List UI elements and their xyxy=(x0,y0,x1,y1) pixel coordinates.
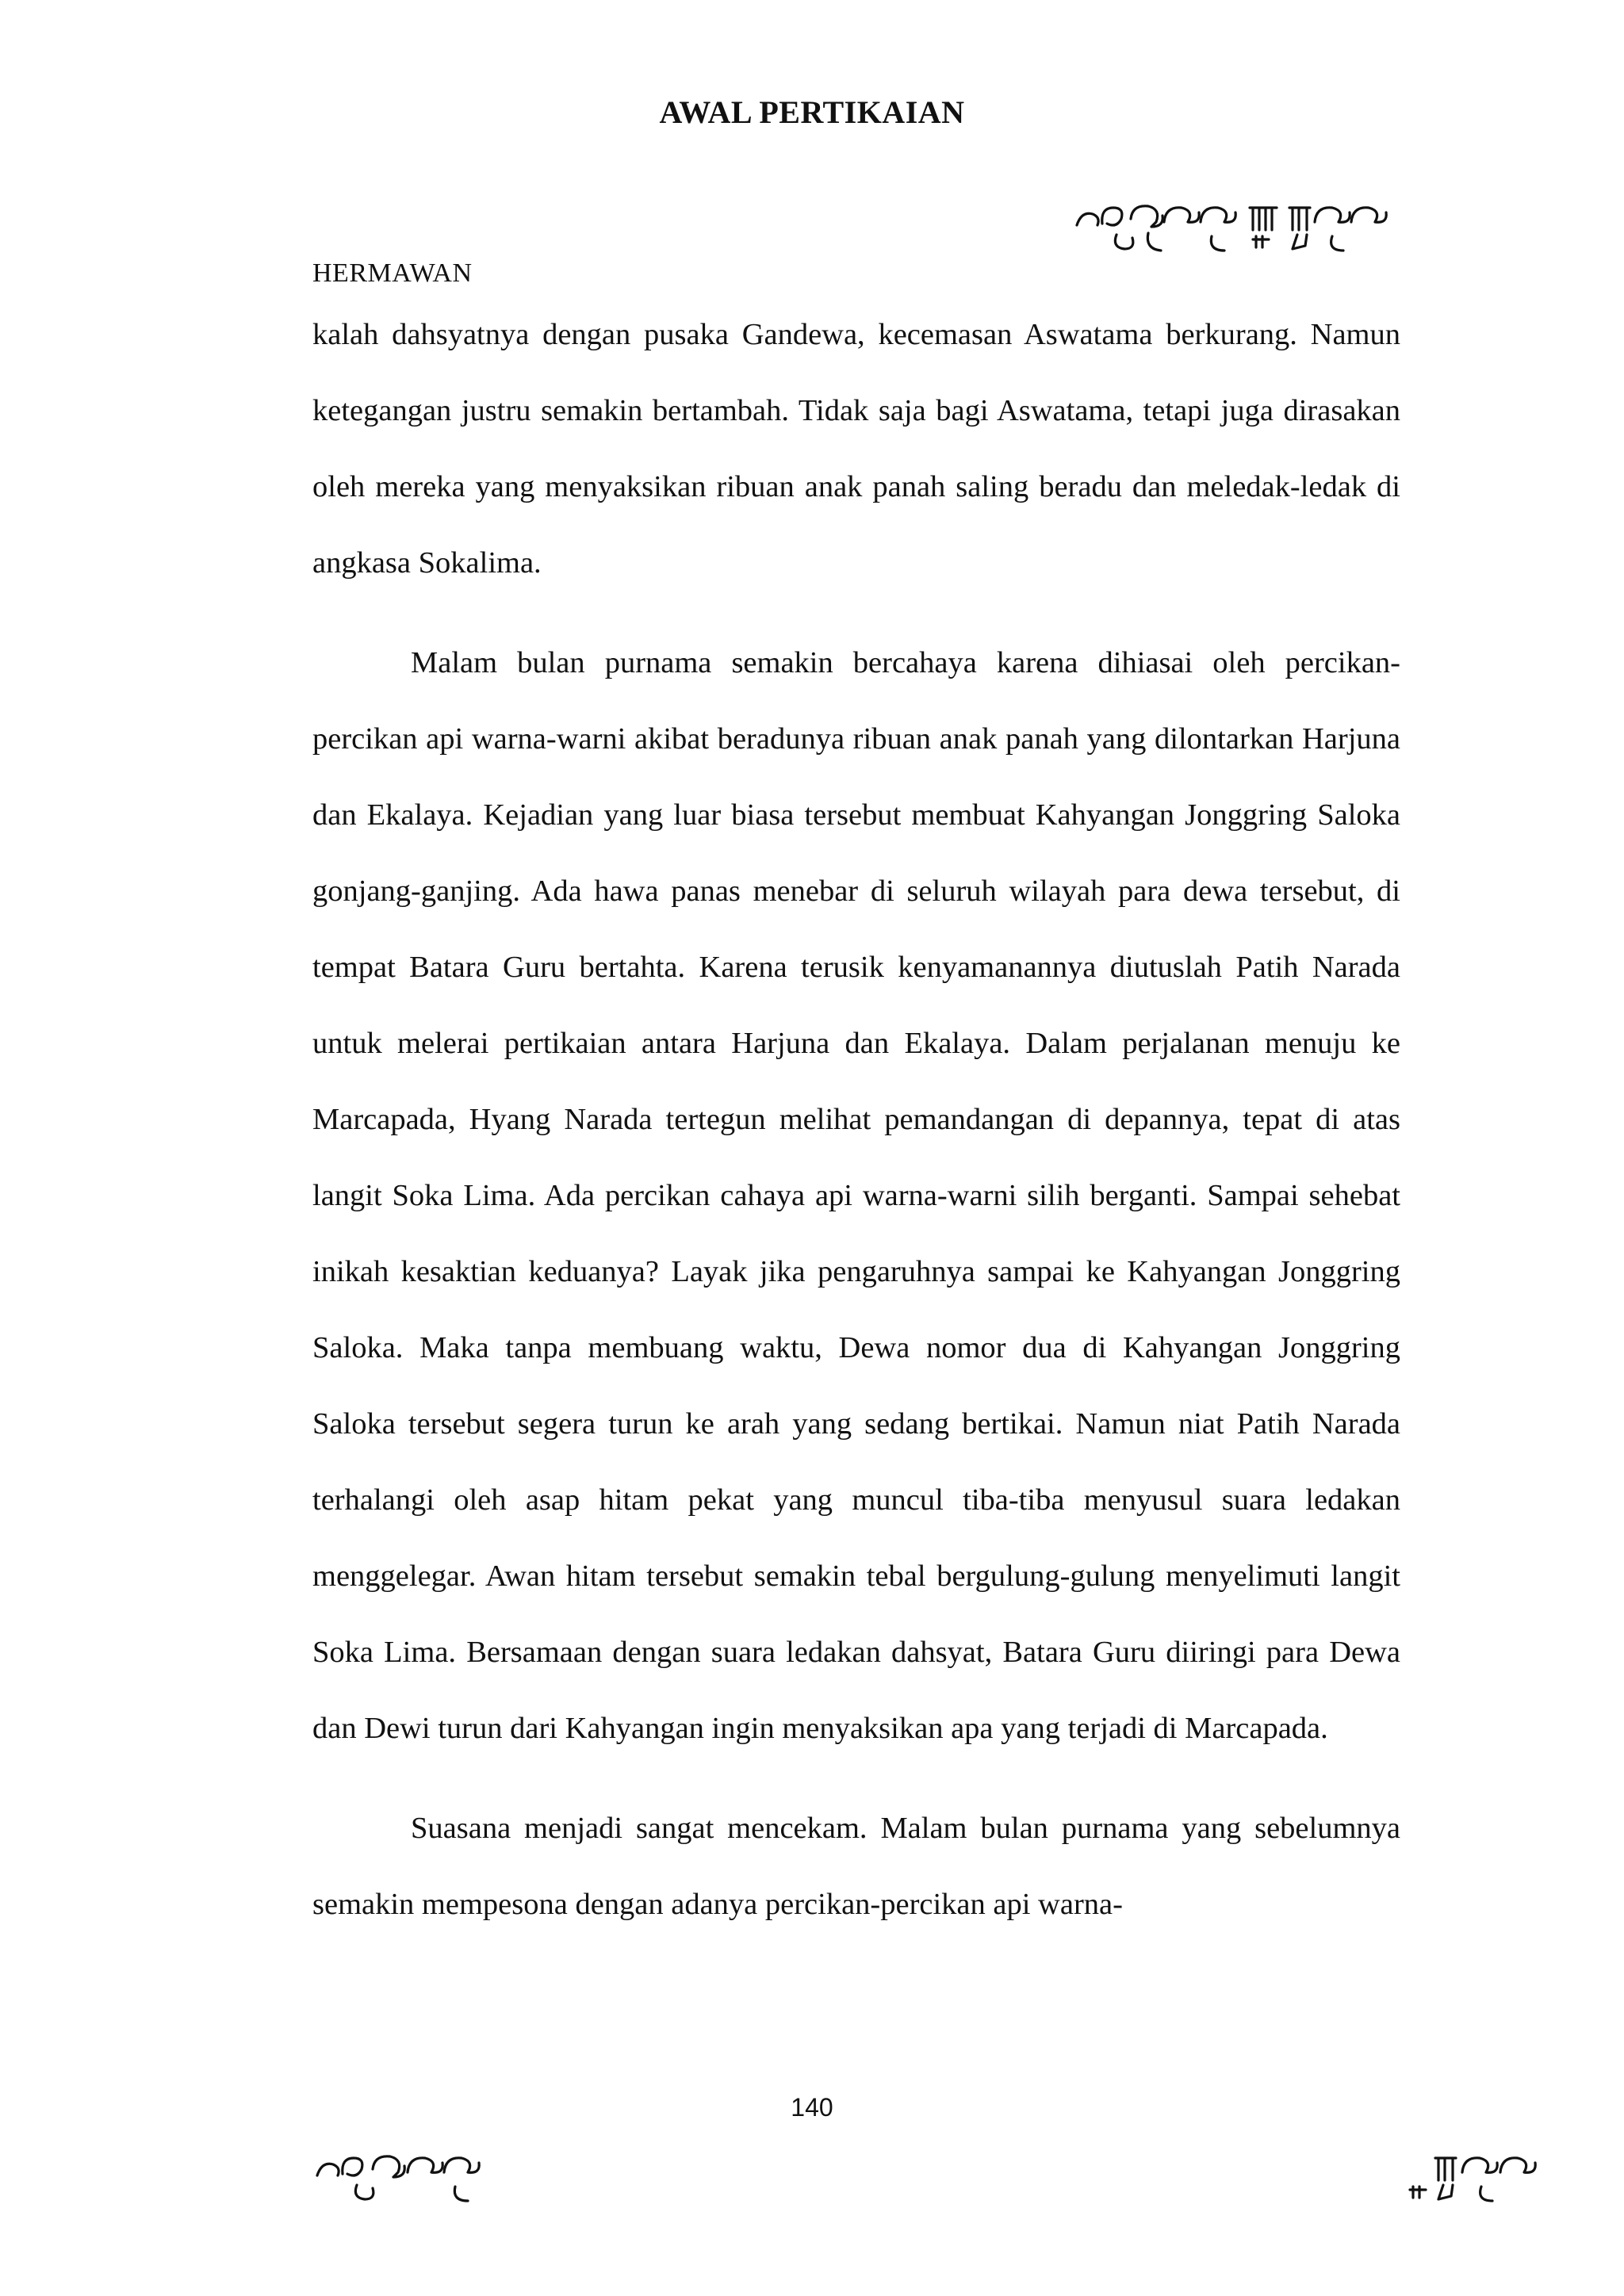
paragraph: Suasana menjadi sangat mencekam. Malam bulan purnama yang sebelumnya semakin mempesona dengan adanya percikan-percikan api warna- xyxy=(312,1812,1400,1921)
javanese-script-footer-left xyxy=(312,2137,495,2209)
javanese-script-header xyxy=(1069,187,1402,258)
javanese-script-footer-right xyxy=(1397,2137,1556,2209)
page-title: AWAL PERTIKAIAN xyxy=(659,94,965,130)
paragraph: kalah dahsyatnya dengan pusaka Gandewa, kecemasan Aswatama berkurang. Namun ketegangan justru semakin bertambah. Tidak saja bagi Aswatama, tetapi juga dirasakan oleh mereka yang menyaksikan ribuan anak panah saling beradu dan meledak-ledak di angkasa Sokalima. xyxy=(312,318,1400,580)
paragraph: Malam bulan purnama semakin bercahaya karena dihiasai oleh percikan-percikan api warna-warni akibat beradunya ribuan anak panah yang dilontarkan Harjuna dan Ekalaya. Kejadian yang luar biasa tersebut membuat Kahyangan Jonggring Saloka gonjang-ganjing. Ada hawa panas menebar di seluruh wilayah para dewa tersebut, di tempat Batara Guru bertahta. Karena terusik kenyamanannya diutuslah Patih Narada untuk melerai pertikaian antara Harjuna dan Ekalaya. Dalam perjalanan menuju ke Marcapada, Hyang Narada tertegun melihat pemandangan di depannya, tepat di atas langit Soka Lima. Ada percikan cahaya api warna-warni silih berganti. Sampai sehebat inikah kesaktian keduanya? Layak jika pengaruhnya sampai ke Kahyangan Jonggring Saloka. Maka tanpa membuang waktu, Dewa nomor dua di Kahyangan Jonggring Saloka tersebut segera turun ke arah yang sedang bertikai. Namun niat Patih Narada terhalangi oleh asap hitam pekat yang muncul tiba-tiba menyusul suara ledakan menggelegar. Awan hitam tersebut semakin tebal bergulung-gulung menyelimuti langit Soka Lima. Bersamaan dengan suara ledakan dahsyat, Batara Guru diiringi para Dewa dan Dewi turun dari Kahyangan ingin menyaksikan apa yang terjadi di Marcapada. xyxy=(312,646,1400,1745)
page-number: 140 xyxy=(791,2093,833,2122)
body-text xyxy=(312,297,1400,1942)
author-name: HERMAWAN xyxy=(312,258,473,288)
